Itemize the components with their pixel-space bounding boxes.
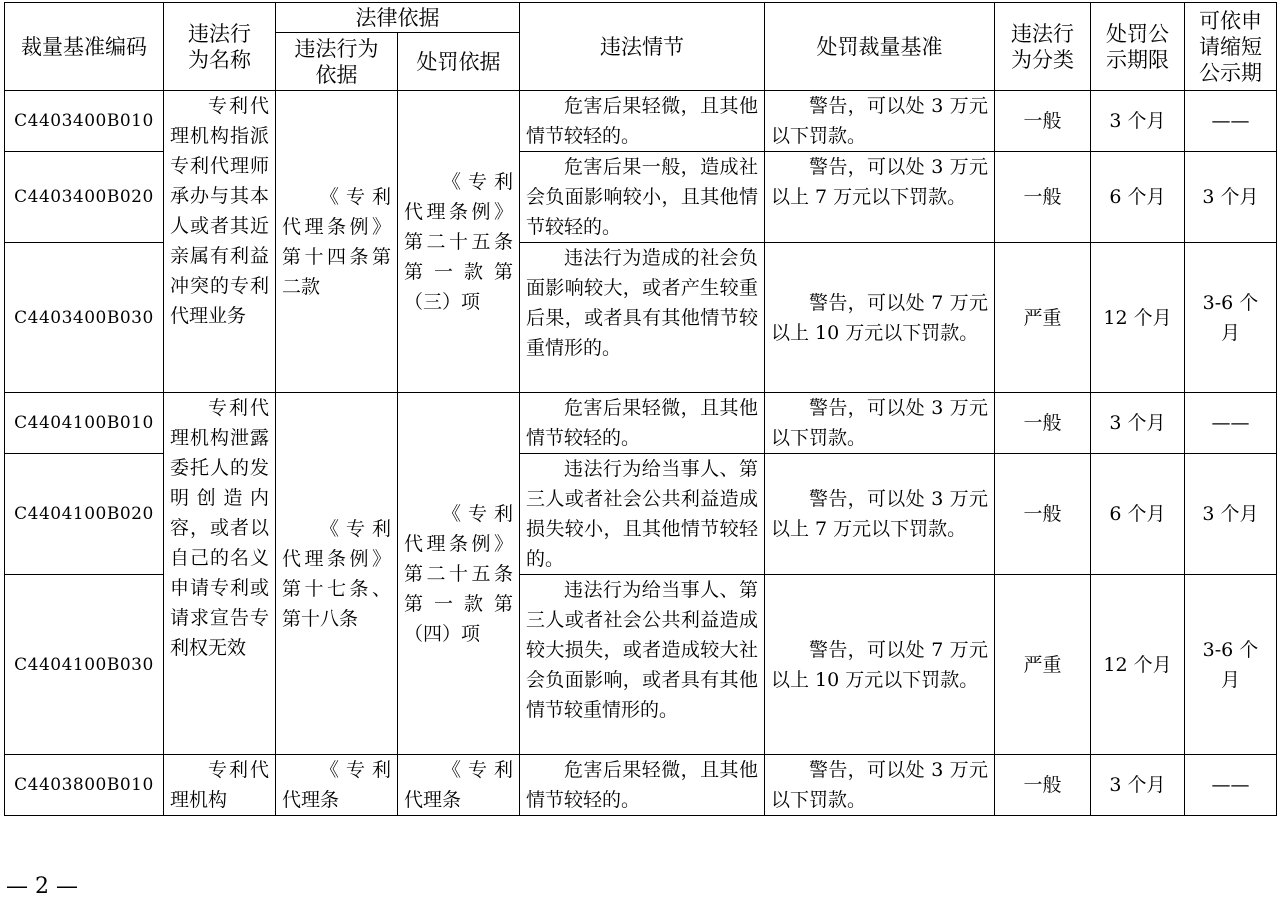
category-cell: 严重 bbox=[995, 243, 1091, 393]
category-cell: 一般 bbox=[995, 91, 1091, 152]
shorten-cell: 3-6 个月 bbox=[1185, 243, 1277, 393]
standard-cell: 警告，可以处 3 万元以下罚款。 bbox=[765, 91, 995, 152]
period-cell: 6 个月 bbox=[1091, 454, 1185, 575]
category-cell: 一般 bbox=[995, 454, 1091, 575]
standard-cell: 警告，可以处 7 万元以上 10 万元以下罚款。 bbox=[765, 575, 995, 755]
shorten-cell: —— bbox=[1185, 91, 1277, 152]
period-cell: 3 个月 bbox=[1091, 393, 1185, 454]
standard-cell: 警告，可以处 3 万元以下罚款。 bbox=[765, 393, 995, 454]
plot-cell: 违法行为给当事人、第三人或者社会公共利益造成较大损失，或者造成较大社会负面影响，或者具有其他情节较重情形的。 bbox=[520, 575, 765, 755]
shorten-cell: —— bbox=[1185, 393, 1277, 454]
shorten-cell: 3-6 个月 bbox=[1185, 575, 1277, 755]
period-cell: 3 个月 bbox=[1091, 755, 1185, 816]
table-row bbox=[5, 393, 1277, 454]
header-legal-basis: 法律依据 bbox=[276, 3, 520, 33]
violation-name-cell: 专利代理机构 bbox=[164, 755, 276, 816]
header-period: 处罚公示期限 bbox=[1091, 3, 1185, 91]
header-penalty-basis: 处罚依据 bbox=[398, 33, 520, 91]
period-cell: 6 个月 bbox=[1091, 152, 1185, 243]
category-cell: 一般 bbox=[995, 393, 1091, 454]
standard-cell: 警告，可以处 3 万元以上 7 万元以下罚款。 bbox=[765, 454, 995, 575]
standard-cell: 警告，可以处 7 万元以上 10 万元以下罚款。 bbox=[765, 243, 995, 393]
header-name: 违法行为名称 bbox=[164, 3, 276, 91]
period-cell: 12 个月 bbox=[1091, 243, 1185, 393]
code-cell: C4403800B010 bbox=[5, 755, 164, 816]
header-violation-basis: 违法行为依据 bbox=[276, 33, 398, 91]
category-cell: 一般 bbox=[995, 755, 1091, 816]
header-category: 违法行为分类 bbox=[995, 3, 1091, 91]
plot-cell: 危害后果轻微，且其他情节较轻的。 bbox=[520, 755, 765, 816]
shorten-cell: —— bbox=[1185, 755, 1277, 816]
shorten-cell: 3 个月 bbox=[1185, 454, 1277, 575]
table-row bbox=[5, 755, 1277, 816]
header-shorten: 可依申请缩短公示期 bbox=[1185, 3, 1277, 91]
violation-name-cell: 专利代理机构指派专利代理师承办与其本人或者其近亲属有利益冲突的专利代理业务 bbox=[164, 91, 276, 393]
period-cell: 3 个月 bbox=[1091, 91, 1185, 152]
code-cell: C4404100B020 bbox=[5, 454, 164, 575]
category-cell: 严重 bbox=[995, 575, 1091, 755]
violation-name-cell: 专利代理机构泄露委托人的发明创造内容，或者以自己的名义申请专利或请求宣告专利权无效 bbox=[164, 393, 276, 755]
shorten-cell: 3 个月 bbox=[1185, 152, 1277, 243]
plot-cell: 违法行为造成的社会负面影响较大，或者产生较重后果，或者具有其他情节较重情形的。 bbox=[520, 243, 765, 393]
standard-cell: 警告，可以处 3 万元以上 7 万元以下罚款。 bbox=[765, 152, 995, 243]
code-cell: C4403400B030 bbox=[5, 243, 164, 393]
plot-cell: 危害后果轻微，且其他情节较轻的。 bbox=[520, 91, 765, 152]
table-row bbox=[5, 91, 1277, 152]
violation-basis-cell: 《专利代理条例》第十七条、第十八条 bbox=[276, 393, 398, 755]
penalty-basis-cell: 《专利代理条例》第二十五条第一款第（四）项 bbox=[398, 393, 520, 755]
plot-cell: 危害后果一般，造成社会负面影响较小，且其他情节较轻的。 bbox=[520, 152, 765, 243]
category-cell: 一般 bbox=[995, 152, 1091, 243]
header-plot: 违法情节 bbox=[520, 3, 765, 91]
plot-cell: 危害后果轻微，且其他情节较轻的。 bbox=[520, 393, 765, 454]
violation-basis-cell: 《专利代理条 bbox=[276, 755, 398, 816]
violation-basis-cell: 《专利代理条例》第十四条第二款 bbox=[276, 91, 398, 393]
penalty-basis-cell: 《专利代理条 bbox=[398, 755, 520, 816]
period-cell: 12 个月 bbox=[1091, 575, 1185, 755]
plot-cell: 违法行为给当事人、第三人或者社会公共利益造成损失较小，且其他情节较轻的。 bbox=[520, 454, 765, 575]
standard-cell: 警告，可以处 3 万元以下罚款。 bbox=[765, 755, 995, 816]
penalty-basis-cell: 《专利代理条例》第二十五条第一款第（三）项 bbox=[398, 91, 520, 393]
code-cell: C4404100B010 bbox=[5, 393, 164, 454]
page-number: — 2 — bbox=[6, 874, 78, 899]
code-cell: C4403400B020 bbox=[5, 152, 164, 243]
discretion-standard-table bbox=[4, 2, 1277, 816]
header-standard: 处罚裁量基准 bbox=[765, 3, 995, 91]
header-code: 裁量基准编码 bbox=[5, 3, 164, 91]
code-cell: C4403400B010 bbox=[5, 91, 164, 152]
code-cell: C4404100B030 bbox=[5, 575, 164, 755]
